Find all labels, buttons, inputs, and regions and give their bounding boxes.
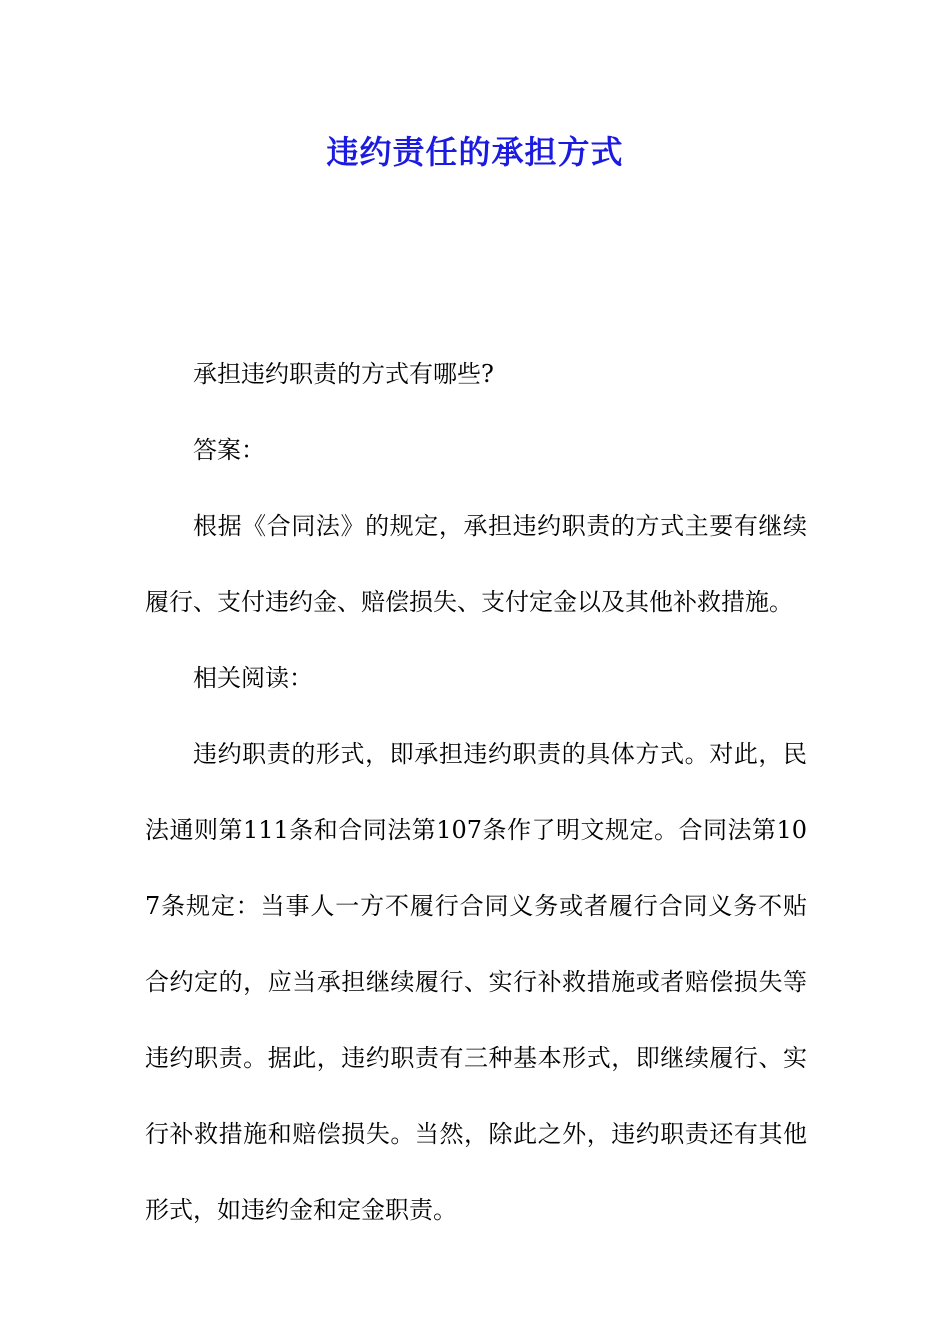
answer-label: 答案：	[193, 436, 265, 464]
related-reading-label: 相关阅读：	[193, 664, 313, 692]
question-paragraph: 承担违约职责的方式有哪些?	[193, 360, 494, 388]
document-body	[145, 336, 807, 1248]
answer-paragraph: 根据《合同法》的规定，承担违约职责的方式主要有继续履行、支付违约金、赔偿损失、支付定金以及其他补救措施。	[145, 512, 807, 616]
document-title: 违约责任的承担方式	[326, 133, 624, 171]
related-reading-paragraph: 违约职责的形式，即承担违约职责的具体方式。对此，民法通则第111条和合同法第107条作了明文规定。合同法第107条规定：当事人一方不履行合同义务或者履行合同义务不贴合约定的，应当承担继续履行、实行补救措施或者赔偿损失等违约职责。据此，违约职责有三种基本形式，即继续履行、实行补救措施和赔偿损失。当然，除此之外，违约职责还有其他形式，如违约金和定金职责。	[145, 740, 807, 1224]
